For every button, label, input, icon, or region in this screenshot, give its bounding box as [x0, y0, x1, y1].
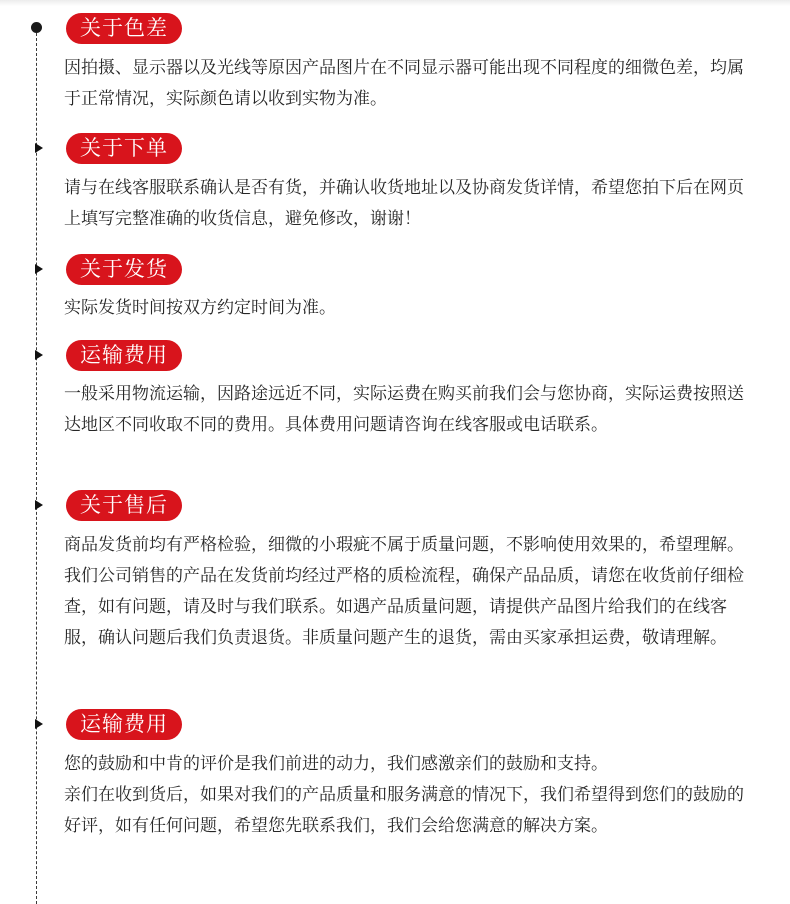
timeline-arrow-icon — [35, 350, 43, 360]
section-text-shipping: 实际发货时间按双方约定时间为准。 — [64, 298, 336, 318]
section-title-ordering: 关于下单 — [66, 133, 182, 164]
timeline-start-dot — [31, 22, 42, 33]
section-text-feedback-1: 您的鼓励和中肯的评价是我们前进的动力，我们感激亲们的鼓励和支持。 — [64, 754, 608, 774]
section-text-ordering: 请与在线客服联系确认是否有货，并确认收货地址以及协商发货详情，希望您拍下后在网页上填写完整准确的收货信息，避免修改，谢谢！ — [64, 178, 744, 229]
section-text-after-sales: 商品发货前均有严格检验，细微的小瑕疵不属于质量问题，不影响使用效果的，希望理解。我们公司销售的产品在发货前均经过严格的质检流程，确保产品品质，请您在收货前仔细检查，如有问题，请及时与我们联系。如遇产品质量问题，请提供产品图片给我们的在线客服，确认问题后我们负责退货。非质量问题产生的退货，需由买家承担运费，敬请理解。 — [64, 535, 744, 648]
section-title-shipping: 关于发货 — [66, 254, 182, 285]
section-text-shipping-cost: 一般采用物流运输，因路途远近不同，实际运费在购买前我们会与您协商，实际运费按照送达地区不同收取不同的费用。具体费用问题请咨询在线客服或电话联系。 — [64, 384, 744, 435]
timeline-arrow-icon — [35, 500, 43, 510]
timeline-arrow-icon — [35, 264, 43, 274]
timeline-arrow-icon — [35, 143, 43, 153]
timeline-arrow-icon — [35, 719, 43, 729]
section-title-color-difference: 关于色差 — [66, 13, 182, 44]
section-title-shipping-cost: 运输费用 — [66, 340, 182, 371]
section-title-feedback: 运输费用 — [66, 709, 182, 740]
timeline-dashed-line — [36, 28, 37, 904]
section-title-after-sales: 关于售后 — [66, 490, 182, 521]
top-edge-fade — [0, 0, 790, 6]
section-text-color-difference: 因拍摄、显示器以及光线等原因产品图片在不同显示器可能出现不同程度的细微色差，均属于正常情况，实际颜色请以收到实物为准。 — [64, 58, 744, 109]
section-text-feedback-2: 亲们在收到货后，如果对我们的产品质量和服务满意的情况下，我们希望得到您们的鼓励的好评，如有任何问题，希望您先联系我们，我们会给您满意的解决方案。 — [64, 785, 744, 836]
